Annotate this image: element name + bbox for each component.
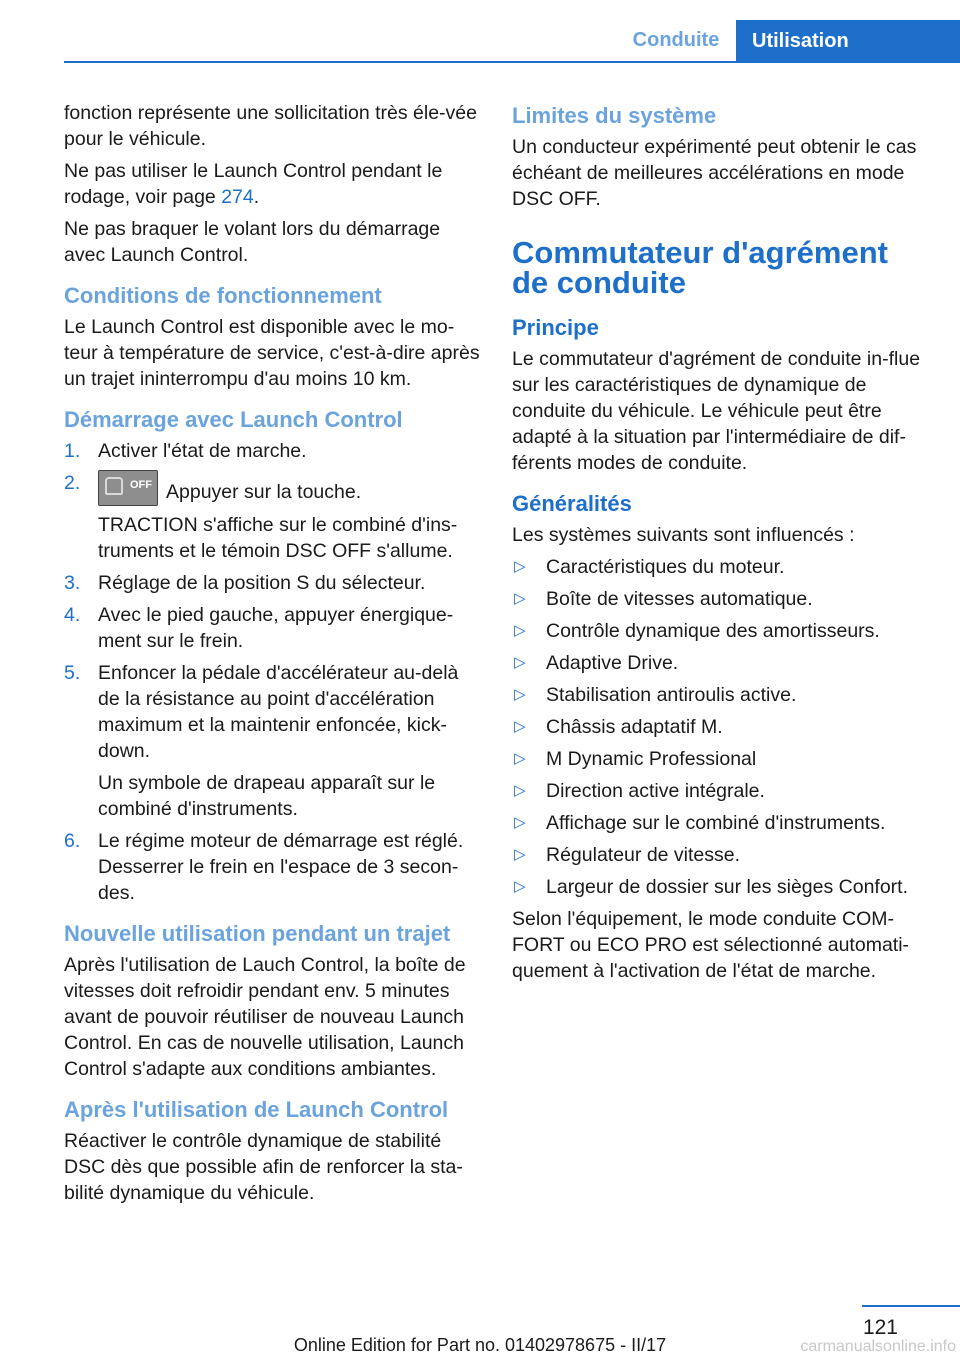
list-item (512, 746, 932, 772)
triangle-bullet-icon: ▷ (514, 622, 526, 639)
step-text: Enfoncer la pédale d'accélérateur au-delà de la résistance au point d'accélération maximum et la maintenir enfoncée, kick-down. (98, 662, 459, 762)
list-item-text: Affichage sur le combiné d'instruments. (546, 812, 886, 834)
triangle-bullet-icon: ▷ (514, 846, 526, 863)
principe-heading: Principe (512, 315, 599, 340)
watermark: carmanualsonline.info (800, 1338, 956, 1355)
list-item (512, 618, 932, 644)
step-text: Activer l'état de marche. (98, 440, 307, 462)
dsc-off-button-icon (98, 470, 158, 506)
demarrage-heading: Démarrage avec Launch Control (64, 407, 403, 432)
list-item (512, 874, 932, 900)
list-item (512, 586, 932, 612)
demarrage-steps (64, 438, 480, 906)
generalites-heading: Généralités (512, 491, 632, 516)
list-item (512, 778, 932, 804)
dsc-off-label: OFF (130, 479, 152, 491)
principe-text: Le commutateur d'agrément de conduite in-flue sur les caractéristiques de dynamique de conduite du véhicule. Le véhicule peut être adapté à la situation par l'intermédiaire de dif-férents modes de conduite. (512, 348, 921, 474)
systems-list (512, 554, 932, 900)
step-text: Le régime moteur de démarrage est réglé. Desserrer le frein en l'espace de 3 secon-des. (98, 830, 464, 904)
list-item-text: Direction active intégrale. (546, 780, 765, 802)
list-item (512, 842, 932, 868)
rodage-paragraph (64, 158, 480, 210)
step-subtext: Un symbole de drapeau apparaît sur le combiné d'instruments. (98, 772, 436, 820)
page-link-274[interactable]: 274 (221, 186, 254, 208)
list-item-text: Contrôle dynamique des amortisseurs. (546, 620, 880, 642)
conditions-text: Le Launch Control est disponible avec le mo-teur à température de service, c'est-à-dire après un trajet ininterrompu d'au moins 10 km. (64, 316, 480, 390)
step-text: Avec le pied gauche, appuyer énergique-ment sur le frein. (98, 604, 454, 652)
triangle-bullet-icon: ▷ (514, 814, 526, 831)
list-item (512, 554, 932, 580)
step-number: 5. (64, 662, 81, 684)
tab-utilisation[interactable]: Utilisation (736, 20, 960, 63)
list-item-text: Régulateur de vitesse. (546, 844, 741, 866)
list-item-text: Boîte de vitesses automatique. (546, 588, 813, 610)
nouvelle-text: Après l'utilisation de Lauch Control, la boîte de vitesses doit refroidir pendant env. 5 minutes avant de pouvoir réutiliser de nouveau Launch Control. En cas de nouvelle utilisation, Launch Control s'adapte aux conditions ambiantes. (64, 954, 466, 1080)
conditions-heading: Conditions de fonctionnement (64, 283, 382, 308)
page-number-rule (862, 1305, 960, 1307)
tab-conduite[interactable]: Conduite (616, 20, 736, 61)
step-number: 3. (64, 572, 81, 594)
triangle-bullet-icon: ▷ (514, 718, 526, 735)
list-item (512, 650, 932, 676)
list-item (512, 682, 932, 708)
triangle-bullet-icon: ▷ (514, 590, 526, 607)
list-item-text: M Dynamic Professional (546, 748, 757, 770)
section-title: Commutateur d'agrément de conduite (512, 235, 888, 300)
left-column (64, 100, 480, 1212)
step-item (64, 438, 480, 464)
apres-heading: Après l'utilisation de Launch Control (64, 1097, 449, 1122)
braquer-paragraph: Ne pas braquer le volant lors du démarrage avec Launch Control. (64, 218, 441, 266)
step-number: 1. (64, 440, 81, 462)
step-number: 4. (64, 604, 81, 626)
triangle-bullet-icon: ▷ (514, 686, 526, 703)
list-item-text: Châssis adaptatif M. (546, 716, 723, 738)
triangle-bullet-icon: ▷ (514, 558, 526, 575)
step-item (64, 470, 480, 564)
step-text: Réglage de la position S du sélecteur. (98, 572, 426, 594)
page-number: 121 (862, 1316, 898, 1339)
step-number: 6. (64, 830, 81, 852)
triangle-bullet-icon: ▷ (514, 750, 526, 767)
list-item (512, 810, 932, 836)
apres-text: Réactiver le contrôle dynamique de stabilité DSC dès que possible afin de renforcer la sta-bilité dynamique du véhicule. (64, 1130, 463, 1204)
step-number: 2. (64, 472, 81, 494)
intro-paragraph: fonction représente une sollicitation très éle-vée pour le véhicule. (64, 102, 477, 150)
step-item (64, 570, 480, 596)
limites-text: Un conducteur expérimenté peut obtenir le cas échéant de meilleures accélérations en mode DSC OFF. (512, 136, 917, 210)
step-item (64, 828, 480, 906)
closing-text: Selon l'équipement, le mode conduite COM-FORT ou ECO PRO est sélectionné automati-quement à l'activation de l'état de marche. (512, 908, 910, 982)
generalites-intro: Les systèmes suivants sont influencés : (512, 524, 855, 546)
triangle-bullet-icon: ▷ (514, 654, 526, 671)
step-item (64, 602, 480, 654)
triangle-bullet-icon: ▷ (514, 878, 526, 895)
list-item-text: Adaptive Drive. (546, 652, 679, 674)
edition-footer: Online Edition for Part no. 01402978675 - II/17 (293, 1335, 667, 1355)
right-column (512, 100, 932, 990)
step-text: Appuyer sur la touche. (166, 481, 362, 503)
list-item-text: Largeur de dossier sur les sièges Confort. (546, 876, 909, 898)
nouvelle-heading: Nouvelle utilisation pendant un trajet (64, 921, 451, 946)
list-item-text: Caractéristiques du moteur. (546, 556, 785, 578)
triangle-bullet-icon: ▷ (514, 782, 526, 799)
limites-heading: Limites du système (512, 103, 717, 128)
rodage-text: Ne pas utiliser le Launch Control pendant le rodage, voir page (64, 160, 443, 208)
list-item-text: Stabilisation antiroulis active. (546, 684, 797, 706)
rodage-suffix: . (253, 186, 260, 208)
step-subtext: TRACTION s'affiche sur le combiné d'ins-truments et le témoin DSC OFF s'allume. (98, 514, 458, 562)
list-item (512, 714, 932, 740)
step-item (64, 660, 480, 822)
